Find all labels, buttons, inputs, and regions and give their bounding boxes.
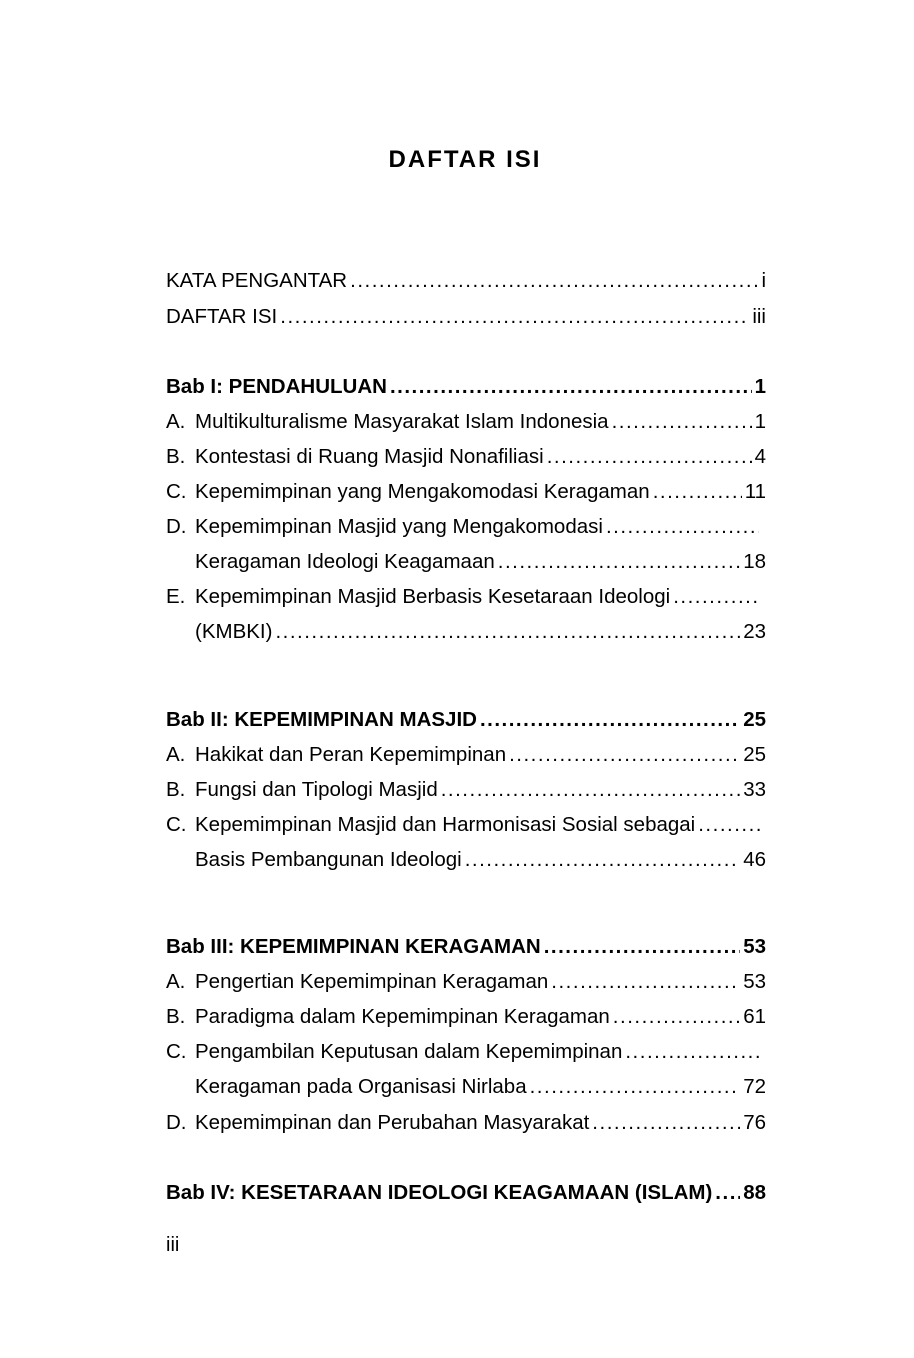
dot-leader	[592, 1108, 740, 1138]
dot-leader	[653, 477, 742, 507]
dot-leader	[625, 1037, 759, 1067]
toc-section-continuation[interactable]	[166, 547, 766, 577]
toc-section[interactable]	[166, 775, 766, 805]
section-letter: B.	[166, 1005, 186, 1028]
toc-section-continuation[interactable]	[166, 617, 766, 647]
section-page: 23	[743, 620, 766, 643]
chapter-title: Bab II: KEPEMIMPINAN MASJID	[166, 708, 477, 731]
section-title: Multikulturalisme Masyarakat Islam Indonesia	[195, 410, 609, 433]
dot-leader	[698, 810, 761, 840]
chapter-page: 1	[754, 375, 766, 398]
dot-leader	[551, 967, 740, 997]
section-title-line-1: Kepemimpinan Masjid Berbasis Kesetaraan Ideologi	[195, 585, 671, 608]
chapter-page: 88	[743, 1181, 766, 1204]
section-title-line-1: Kepemimpinan Masjid dan Harmonisasi Sosial sebagai	[195, 813, 696, 836]
dot-leader	[606, 512, 759, 542]
toc-section[interactable]	[166, 1002, 766, 1032]
entry-page: i	[761, 269, 766, 292]
section-title: Kontestasi di Ruang Masjid Nonafiliasi	[195, 445, 544, 468]
toc-section[interactable]	[166, 1037, 762, 1067]
section-letter: D.	[166, 1111, 187, 1134]
dot-leader	[498, 547, 740, 577]
section-page: 61	[743, 1005, 766, 1028]
section-title: Kepemimpinan dan Perubahan Masyarakat	[195, 1111, 590, 1134]
toc-section[interactable]	[166, 967, 766, 997]
section-title-line-2: Keragaman pada Organisasi Nirlaba	[195, 1075, 527, 1098]
toc-section[interactable]	[166, 1108, 766, 1138]
section-page: 25	[743, 743, 766, 766]
toc-chapter-3[interactable]	[166, 932, 766, 962]
toc-section[interactable]	[166, 740, 766, 770]
toc-section[interactable]	[166, 810, 764, 840]
dot-leader	[547, 442, 752, 472]
section-letter: C.	[166, 480, 187, 503]
section-title-line-2: Basis Pembangunan Ideologi	[195, 848, 462, 871]
toc-section-continuation[interactable]	[166, 1072, 766, 1102]
section-letter: E.	[166, 585, 186, 608]
dot-leader	[465, 845, 740, 875]
toc-section[interactable]	[166, 582, 762, 612]
dot-leader	[441, 775, 740, 805]
section-letter: A.	[166, 743, 186, 766]
section-letter: A.	[166, 410, 186, 433]
dot-leader	[715, 1178, 740, 1208]
toc-entry-daftar-isi[interactable]	[166, 302, 766, 332]
dot-leader	[280, 302, 749, 332]
section-page: 18	[743, 550, 766, 573]
section-title-line-2: Keragaman Ideologi Keagamaan	[195, 550, 495, 573]
toc-chapter-1[interactable]	[166, 372, 766, 402]
entry-title: KATA PENGANTAR	[166, 269, 348, 292]
dot-leader	[673, 582, 759, 612]
toc-section[interactable]	[166, 477, 766, 507]
section-page: 4	[754, 445, 766, 468]
section-letter: A.	[166, 970, 186, 993]
dot-leader	[544, 932, 740, 962]
toc-chapter-4[interactable]	[166, 1178, 766, 1208]
section-page: 76	[743, 1111, 766, 1134]
dot-leader	[390, 372, 752, 402]
section-letter: C.	[166, 813, 187, 836]
toc-section[interactable]	[166, 442, 766, 472]
page-title: DAFTAR ISI	[388, 146, 542, 173]
page-number: iii	[166, 1234, 180, 1256]
section-title-line-1: Kepemimpinan Masjid yang Mengakomodasi	[195, 515, 603, 538]
toc-section[interactable]	[166, 407, 766, 437]
section-letter: B.	[166, 445, 186, 468]
chapter-title: Bab III: KEPEMIMPINAN KERAGAMAN	[166, 935, 541, 958]
dot-leader	[612, 407, 752, 437]
section-letter: C.	[166, 1040, 187, 1063]
entry-title: DAFTAR ISI	[166, 305, 278, 328]
section-page: 33	[743, 778, 766, 801]
section-page: 72	[743, 1075, 766, 1098]
section-title: Paradigma dalam Kepemimpinan Keragaman	[195, 1005, 610, 1028]
section-title: Fungsi dan Tipologi Masjid	[195, 778, 438, 801]
chapter-page: 25	[743, 708, 766, 731]
dot-leader	[530, 1072, 741, 1102]
toc-entry-kata-pengantar[interactable]	[166, 266, 766, 296]
section-title-line-1: Pengambilan Keputusan dalam Kepemimpinan	[195, 1040, 623, 1063]
section-title-line-2: (KMBKI)	[195, 620, 273, 643]
dot-leader	[613, 1002, 740, 1032]
chapter-title: Bab I: PENDAHULUAN	[166, 375, 387, 398]
chapter-title: Bab IV: KESETARAAN IDEOLOGI KEAGAMAAN (ISLAM)	[166, 1181, 713, 1204]
dot-leader	[350, 266, 758, 296]
section-page: 11	[744, 480, 766, 503]
section-page: 53	[743, 970, 766, 993]
section-letter: D.	[166, 515, 187, 538]
section-title: Kepemimpinan yang Mengakomodasi Keragaman	[195, 480, 650, 503]
toc-section-continuation[interactable]	[166, 845, 766, 875]
section-title: Hakikat dan Peran Kepemimpinan	[195, 743, 507, 766]
dot-leader	[509, 740, 740, 770]
toc-chapter-2[interactable]	[166, 705, 766, 735]
dot-leader	[275, 617, 740, 647]
entry-page: iii	[752, 305, 766, 328]
chapter-page: 53	[743, 935, 766, 958]
section-title: Pengertian Kepemimpinan Keragaman	[195, 970, 549, 993]
section-page: 1	[754, 410, 766, 433]
toc-section[interactable]	[166, 512, 762, 542]
section-letter: B.	[166, 778, 186, 801]
dot-leader	[480, 705, 740, 735]
section-page: 46	[743, 848, 766, 871]
